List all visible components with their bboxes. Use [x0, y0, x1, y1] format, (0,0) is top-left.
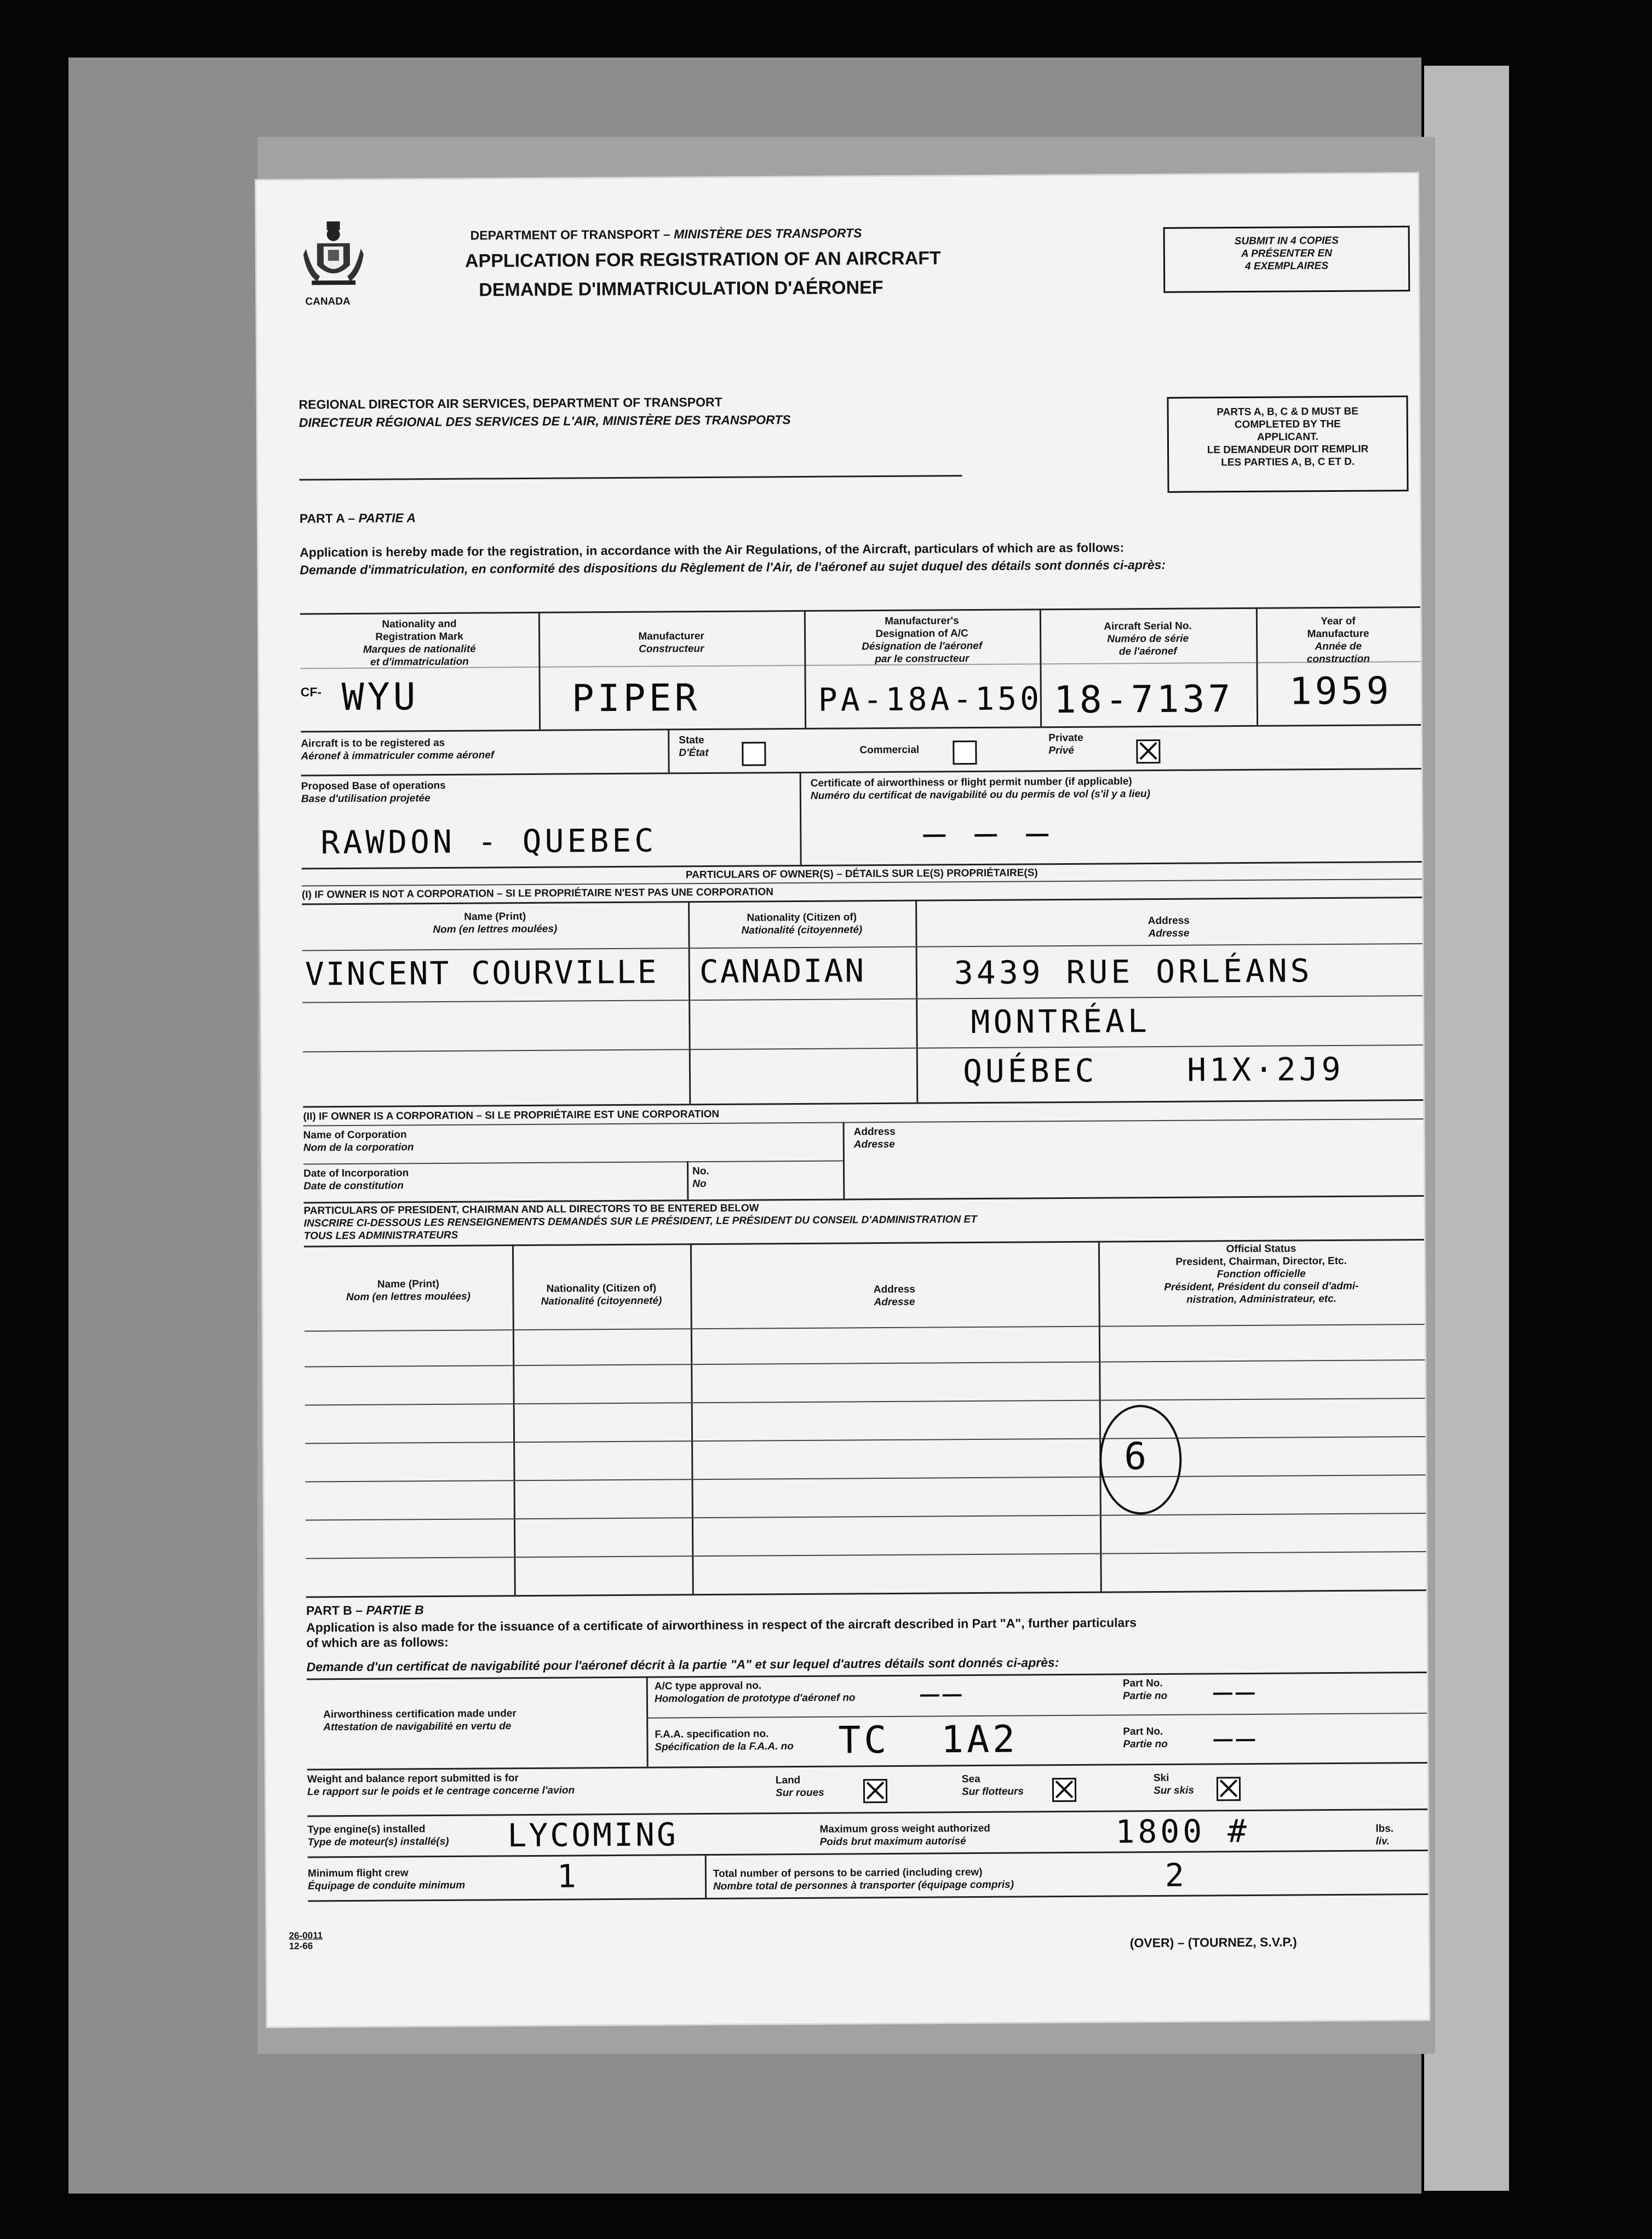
owner-address-header: Address Adresse: [1148, 915, 1190, 940]
state-label: State D'État: [679, 734, 709, 759]
corporation-heading: (II) IF OWNER IS A CORPORATION – SI LE PROPRIÉTAIRE EST UNE CORPORATION: [303, 1108, 720, 1123]
over-note: (OVER) – (TOURNEZ, S.V.P.): [1129, 1934, 1297, 1950]
part-no-2-label: Part No. Partie no: [1123, 1725, 1168, 1750]
col-manufacturer-header: Manufacturer Constructeur: [638, 630, 704, 655]
type-approval-value: ——: [920, 1674, 965, 1712]
manufacturer-value: PIPER: [571, 676, 701, 721]
incorporation-date-label: Date of Incorporation Date de constitution: [303, 1167, 409, 1192]
part-b-intro-fr: Demande d'un certificat de navigabilité pour l'aéronef décrit à la partie "A" et sur lequel d'autres détails sont donnés ci-après:: [306, 1655, 1059, 1674]
owner-address-line-2: MONTRÉAL: [971, 1002, 1150, 1041]
incorporation-no-label: No. No: [692, 1165, 709, 1190]
part-b-heading: PART B – PARTIE B: [306, 1603, 424, 1618]
title-en: APPLICATION FOR REGISTRATION OF AN AIRCRAFT: [464, 248, 941, 272]
cf-prefix: CF-: [300, 685, 322, 699]
director-status-header: Official Status President, Chairman, Director, Etc. Fonction officielle Président, Président du conseil d'admi- nistration, Administrateur, etc.: [1164, 1243, 1359, 1306]
max-weight-value: 1800 #: [1115, 1812, 1251, 1851]
country-label: CANADA: [305, 295, 351, 308]
regional-director-fr: DIRECTEUR RÉGIONAL DES SERVICES DE L'AIR, MINISTÈRE DES TRANSPORTS: [299, 412, 791, 430]
persons-label: Total number of persons to be carried (including crew) Nombre total de personnes à transporter (équipage compris): [713, 1866, 1014, 1892]
certification-under-label: Airworthiness certification made under Attestation de navigabilité en vertu de: [323, 1708, 517, 1733]
land-checkbox[interactable]: [863, 1779, 887, 1803]
part-b-intro-en: Application is also made for the issuance of a certificate of airworthiness in respect of the aircraft described in Part "A", further particulars of which are as follows:: [306, 1615, 1137, 1650]
photo-edge-strip: [1424, 66, 1509, 2191]
type-approval-label: A/C type approval no. Homologation de prototype d'aéronef no: [654, 1680, 856, 1705]
sea-checkbox[interactable]: [1052, 1778, 1076, 1802]
certificate-label: Certificate of airworthiness or flight permit number (if applicable) Numéro du certificat de navigabilité ou du permis de vol (s'il y a lieu): [810, 776, 1150, 802]
corporation-name-label: Name of Corporation Nom de la corporation: [303, 1129, 414, 1154]
directors-note: PARTICULARS OF PRESIDENT, CHAIRMAN AND ALL DIRECTORS TO BE ENTERED BELOW INSCRIRE CI-DESSOUS LES RENSEIGNEMENTS DEMANDÉS SUR LE PRÉSIDENT, LE PRÉSIDENT DU CONSEIL D'ADMINISTRATION ET TOUS LES ADMINISTRATEURS: [303, 1202, 977, 1242]
land-label: Land Sur roues: [775, 1774, 824, 1799]
submit-copies-box: SUBMIT IN 4 COPIES A PRÉSENTER EN 4 EXEMPLAIRES: [1163, 226, 1410, 293]
title-fr: DEMANDE D'IMMATRICULATION D'AÉRONEF: [479, 277, 884, 301]
registration-mark-value: WYU: [341, 675, 419, 720]
form-sheet: [256, 174, 1429, 2026]
ski-checkbox[interactable]: [1217, 1777, 1241, 1801]
register-as-label: Aircraft is to be registered as Aéronef à immatriculer comme aéronef: [301, 737, 495, 762]
min-crew-value: 1: [557, 1857, 580, 1895]
engine-label: Type engine(s) installed Type de moteur(s) installé(s): [307, 1823, 449, 1848]
serial-no-value: 18-7137: [1053, 678, 1234, 722]
circled-mark-value: 6: [1124, 1435, 1150, 1479]
col-serial-header: Aircraft Serial No. Numéro de série de l'aéronef: [1104, 620, 1192, 658]
owner-nationality-header: Nationality (Citizen of) Nationalité (citoyenneté): [741, 911, 863, 937]
part-a-heading: PART A – PARTIE A: [299, 510, 416, 526]
faa-spec-label: F.A.A. specification no. Spécification de la F.A.A. no: [655, 1728, 794, 1753]
director-name-header: Name (Print) Nom (en lettres moulées): [346, 1278, 471, 1304]
state-checkbox[interactable]: [742, 742, 766, 766]
weight-unit: lbs. liv.: [1375, 1823, 1394, 1847]
part-no-1-label: Part No. Partie no: [1122, 1677, 1168, 1702]
commercial-label: Commercial: [859, 744, 920, 756]
commercial-checkbox[interactable]: [953, 740, 977, 765]
part-no-2-value: ——: [1213, 1719, 1259, 1757]
weight-report-label: Weight and balance report submitted is for Le rapport sur le poids et le centrage concerne l'avion: [307, 1772, 575, 1798]
private-checkbox[interactable]: [1136, 739, 1160, 763]
part-a-intro-en: Application is hereby made for the registration, in accordance with the Air Regulations, of the Aircraft, particulars of which are as follows:: [300, 540, 1125, 560]
regional-director-en: REGIONAL DIRECTOR AIR SERVICES, DEPARTMENT OF TRANSPORT: [299, 394, 722, 412]
designation-value: PA-18A-150: [818, 680, 1043, 719]
director-nationality-header: Nationality (Citizen of) Nationalité (citoyenneté): [541, 1282, 662, 1307]
owner-name-header: Name (Print) Nom (en lettres moulées): [433, 911, 558, 936]
part-no-1-value: ——: [1213, 1672, 1258, 1710]
owners-heading: PARTICULARS OF OWNER(S) – DÉTAILS SUR LE(S) PROPRIÉTAIRE(S): [685, 867, 1038, 881]
private-label: Private Privé: [1048, 732, 1083, 757]
faa-spec-value: TC 1A2: [838, 1718, 1019, 1763]
base-label: Proposed Base of operations Base d'utilisation projetée: [301, 779, 446, 805]
year-value: 1959: [1289, 669, 1392, 714]
corporation-address-label: Address Adresse: [853, 1126, 896, 1151]
certificate-value: – – –: [923, 811, 1052, 856]
director-address-header: Address Adresse: [873, 1283, 915, 1308]
owner-nationality-value: CANADIAN: [699, 952, 866, 991]
owner-address-line-1: 3439 RUE ORLÉANS: [954, 952, 1313, 992]
department-line: DEPARTMENT OF TRANSPORT – MINISTÈRE DES TRANSPORTS: [470, 226, 862, 243]
col-nationality-header: Nationality and Registration Mark Marques de nationalité et d'immatriculation: [363, 618, 476, 668]
form-number: 26-0011 12-66: [289, 1930, 323, 1951]
owner-name-value: VINCENT COURVILLE: [305, 953, 658, 993]
max-weight-label: Maximum gross weight authorized Poids brut maximum autorisé: [819, 1822, 990, 1848]
sea-label: Sea Sur flotteurs: [961, 1773, 1024, 1798]
address-line: [299, 475, 962, 480]
min-crew-label: Minimum flight crew Équipage de conduite minimum: [307, 1867, 466, 1892]
col-designation-header: Manufacturer's Designation of A/C Désignation de l'aéronef par le constructeur: [862, 615, 983, 665]
ski-label: Ski Sur skis: [1153, 1772, 1194, 1797]
part-a-intro-fr: Demande d'immatriculation, en conformité des dispositions du Règlement de l'Air, de l'aéronef au sujet duquel des détails sont donnés ci-après:: [300, 557, 1166, 577]
col-year-header: Year of Manufacture Année de construction: [1306, 615, 1370, 665]
engine-value: LYCOMING: [507, 1816, 679, 1855]
base-value: RAWDON - QUEBEC: [320, 822, 657, 862]
not-corporation-heading: (I) IF OWNER IS NOT A CORPORATION – SI LE PROPRIÉTAIRE N'EST PAS UNE CORPORATION: [301, 886, 773, 901]
persons-value: 2: [1165, 1856, 1188, 1894]
owner-address-line-3: QUÉBEC H1X·2J9: [962, 1050, 1344, 1090]
coat-of-arms-icon: [300, 221, 366, 290]
parts-required-box: PARTS A, B, C & D MUST BE COMPLETED BY THE APPLICANT. LE DEMANDEUR DOIT REMPLIR LES PARTIES A, B, C ET D.: [1167, 395, 1408, 493]
